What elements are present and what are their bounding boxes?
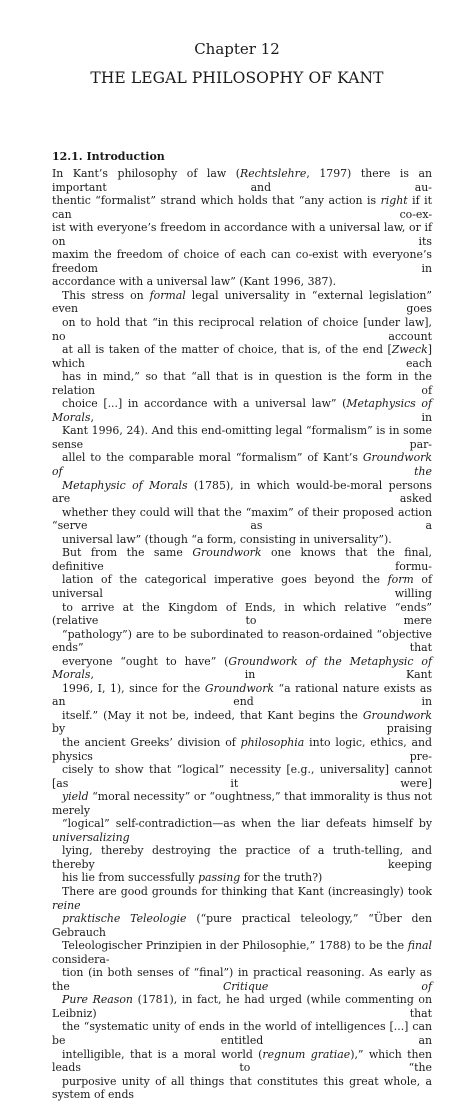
text-line: tion (in both senses of “final”) in practical reasoning. As early as the Critique of	[52, 966, 432, 993]
text-line: lying, thereby destroying the practice of a truth-telling, and thereby keeping	[52, 844, 432, 871]
text-line: “logical” self-contradiction—as when the liar defeats himself by universalizing	[52, 817, 432, 844]
chapter-label: Chapter 12	[194, 40, 280, 58]
text-line: Teleologischer Prinzipien in der Philosophie,” 1788) to be the final considera-	[52, 939, 432, 966]
text-line: thentic “formalist” strand which holds that “any action is right if it can co-ex-	[52, 194, 432, 221]
text-line: accordance with a universal law” (Kant 1996, 387).	[52, 275, 337, 289]
text-line: Metaphysic of Morals (1785), in which would-be-moral persons are asked	[52, 478, 433, 506]
text-line: purposive unity of all things that constitutes this great whole, a system of ends	[52, 1074, 432, 1102]
text-line: maxim the freedom of choice of each can co-exist with everyone’s freedom in	[52, 248, 432, 275]
text-line: Pure Reason (1781), in fact, he had urged (while commenting on Leibniz) that	[52, 993, 432, 1020]
paragraph	[52, 289, 432, 546]
text-line: the ancient Greeks’ division of philosophia into logic, ethics, and physics pre-	[52, 735, 433, 763]
text-line: at all is taken of the matter of choice, that is, of the end [Zweck] which each	[52, 343, 432, 370]
body-text	[52, 167, 432, 1102]
text-line: universal law” (though “a form, consisting in universality”).	[62, 532, 392, 546]
text-line: whether they could will that the “maxim” of their proposed action “serve as a	[52, 505, 432, 533]
text-line: This stress on formal legal universality in “external legislation” even goes	[52, 288, 432, 316]
text-line: Kant 1996, 24). And this end-omitting legal “formalism” is in some sense par-	[52, 424, 432, 451]
text-line: intelligible, that is a moral world (regnum gratiae),” which then leads to “the	[52, 1047, 432, 1075]
section-heading: 12.1. Introduction	[52, 150, 165, 163]
text-line: praktische Teleologie (“pure practical teleology,” “Über den Gebrauch	[52, 912, 432, 939]
paragraph	[52, 546, 432, 885]
text-line: But from the same Groundwork one knows that the final, definitive formu-	[52, 546, 432, 573]
text-line: In Kant’s philosophy of law (Rechtslehre, 1797) there is an important and au-	[52, 167, 432, 194]
text-line: on to hold that “in this reciprocal relation of choice [under law], no account	[52, 316, 432, 343]
text-line: cisely to show that “logical” necessity [e.g., universality] cannot [as it were]	[52, 763, 432, 790]
paragraph	[52, 167, 432, 289]
text-line: yield “moral necessity” or “oughtness,” that immorality is thus not merely	[52, 790, 432, 817]
paragraph	[52, 885, 432, 1102]
text-line: lation of the categorical imperative goes beyond the form of universal willing	[52, 573, 432, 600]
text-line: to arrive at the Kingdom of Ends, in which relative “ends” (relative to mere	[52, 600, 432, 628]
text-line: There are good grounds for thinking that Kant (increasingly) took reine	[52, 884, 432, 912]
text-line: has in mind,” so that “all that is in question is the form in the relation of	[52, 370, 432, 397]
text-line: ist with everyone’s freedom in accordance with a universal law, or if on its	[52, 221, 432, 248]
text-line: itself.” (May it not be, indeed, that Kant begins the Groundwork by praising	[52, 708, 432, 736]
text-line: 1996, I, 1), since for the Groundwork “a rational nature exists as an end in	[52, 681, 432, 709]
text-line: “pathology”) are to be subordinated to reason-ordained “objective ends” that	[52, 627, 432, 655]
text-line: choice [...] in accordance with a universal law” (Metaphysics of Morals, in	[52, 397, 432, 424]
text-line: the “systematic unity of ends in the world of intelligences [...] can be entitled an	[52, 1020, 432, 1047]
text-line: everyone “ought to have” (Groundwork of the Metaphysic of Morals, in Kant	[52, 654, 432, 682]
text-line: allel to the comparable moral “formalism” of Kant’s Groundwork of the	[52, 451, 432, 479]
text-line: his lie from successfully passing for the truth?)	[62, 871, 323, 885]
chapter-title: THE LEGAL PHILOSOPHY OF KANT	[90, 69, 384, 87]
